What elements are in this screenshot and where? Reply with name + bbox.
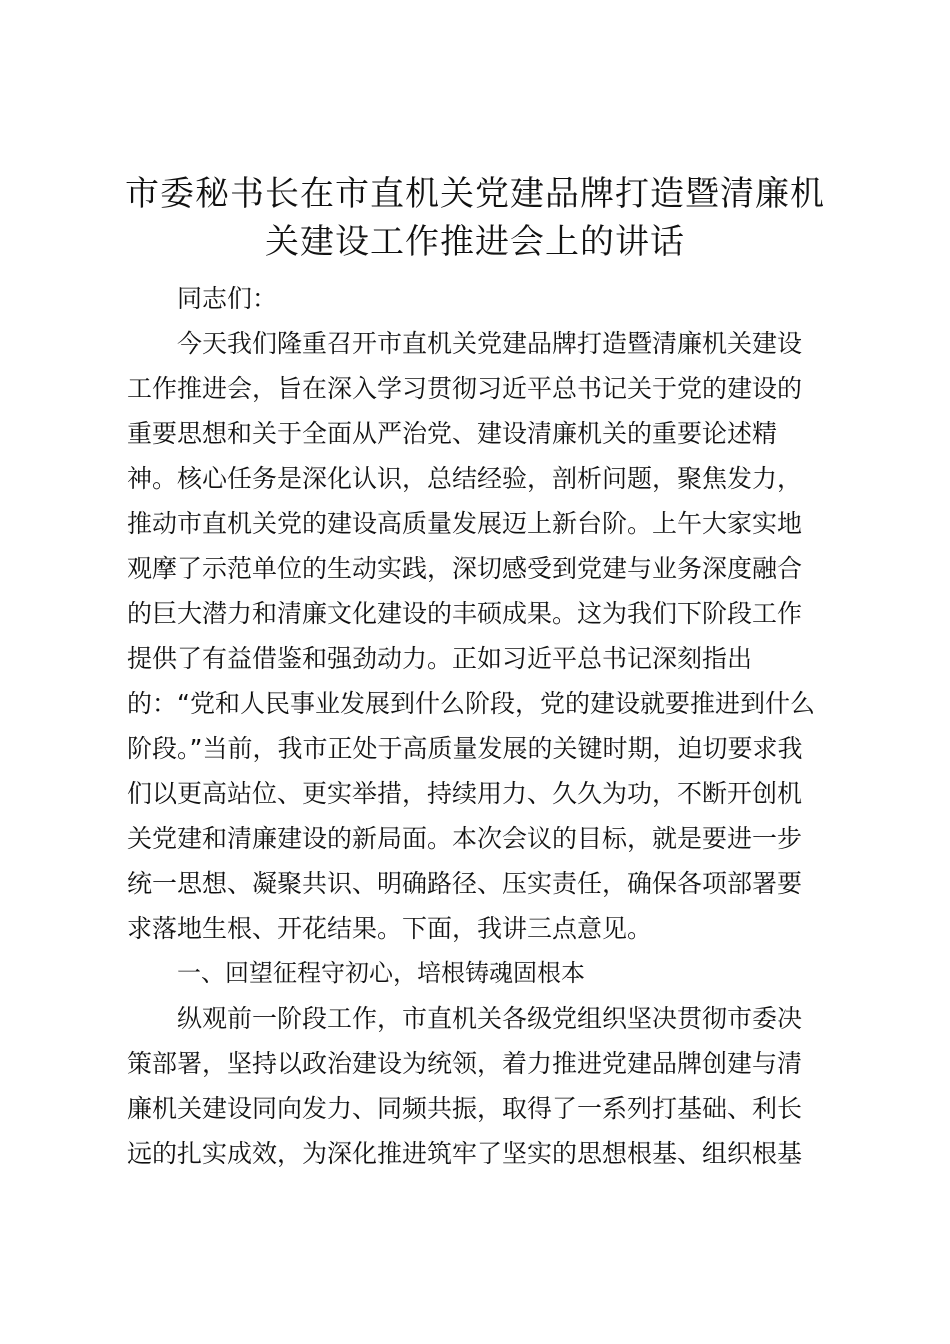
document-title	[100, 170, 850, 266]
text-line: 提供了有益借鉴和强劲动力。正如习近平总书记深刻指出	[127, 644, 753, 673]
text-line: 统一思想、凝聚共识、明确路径、压实责任，确保各项部署要	[127, 869, 803, 898]
title-line-2: 关建设工作推进会上的讲话	[265, 222, 685, 262]
text-line: 的：“党和人民事业发展到什么阶段，党的建设就要推进到什么	[127, 689, 815, 718]
text-line: 纵观前一阶段工作，市直机关各级党组织坚决贯彻市委决	[177, 1004, 803, 1033]
section-heading-1: 一、回望征程守初心，培根铸魂固根本	[177, 959, 585, 987]
document-body	[127, 276, 827, 1176]
text-line: 远的扎实成效，为深化推进筑牢了坚实的思想根基、组织根基	[127, 1139, 803, 1168]
text-line: 观摩了示范单位的生动实践，深切感受到党建与业务深度融合	[127, 554, 803, 583]
text-line: 工作推进会，旨在深入学习贯彻习近平总书记关于党的建设的	[127, 374, 803, 403]
text-line: 们以更高站位、更实举措，持续用力、久久为功，不断开创机	[127, 779, 803, 808]
text-line: 廉机关建设同向发力、同频共振，取得了一系列打基础、利长	[127, 1094, 803, 1123]
text-line: 重要思想和关于全面从严治党、建设清廉机关的重要论述精	[127, 419, 778, 448]
text-line: 求落地生根、开花结果。下面，我讲三点意见。	[127, 914, 653, 943]
title-line-1: 市委秘书长在市直机关党建品牌打造暨清廉机	[125, 174, 825, 214]
salutation: 同志们：	[177, 284, 278, 313]
text-line: 关党建和清廉建设的新局面。本次会议的目标，就是要进一步	[127, 824, 803, 853]
paragraph-section-1	[127, 996, 827, 1176]
text-line: 神。核心任务是深化认识，总结经验，剖析问题，聚焦发力，	[127, 464, 803, 493]
paragraph-intro	[127, 321, 827, 951]
text-line: 的巨大潜力和清廉文化建设的丰硕成果。这为我们下阶段工作	[127, 599, 803, 628]
text-line: 策部署，坚持以政治建设为统领，着力推进党建品牌创建与清	[127, 1049, 803, 1078]
text-line: 今天我们隆重召开市直机关党建品牌打造暨清廉机关建设	[177, 329, 803, 358]
text-line: 阶段。”当前，我市正处于高质量发展的关键时期，迫切要求我	[127, 734, 803, 763]
text-line: 推动市直机关党的建设高质量发展迈上新台阶。上午大家实地	[127, 509, 803, 538]
